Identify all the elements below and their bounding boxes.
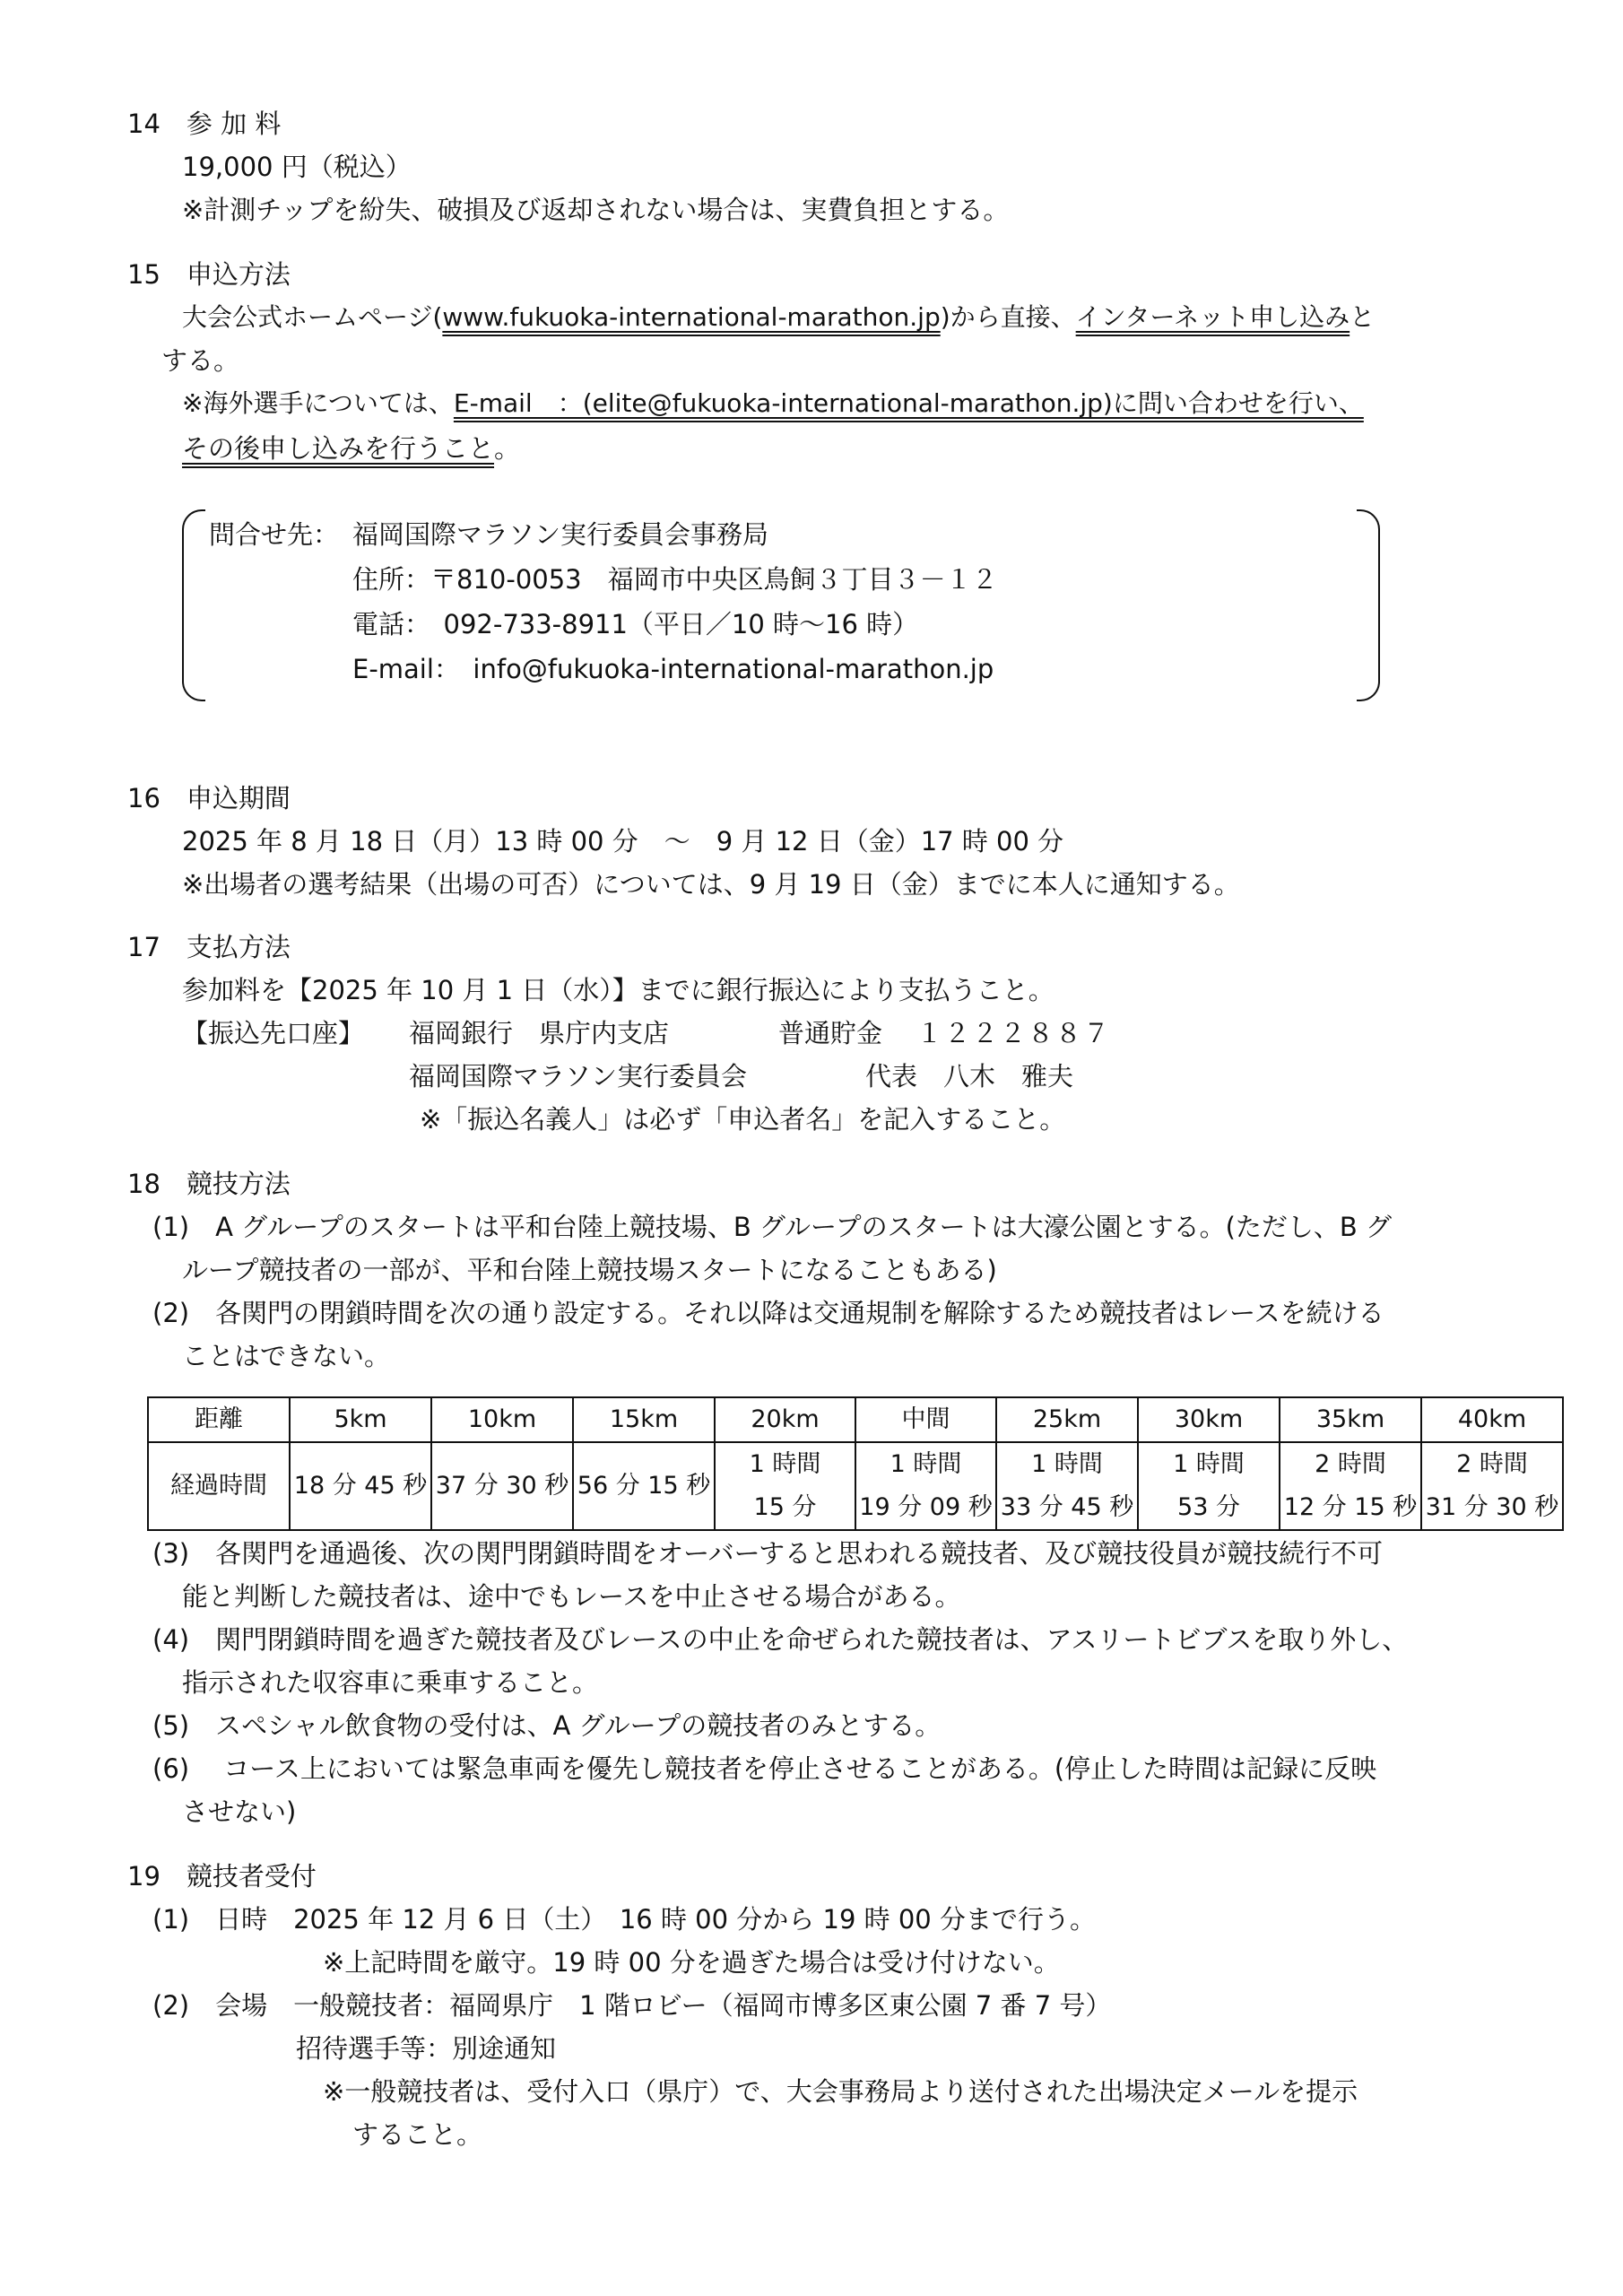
- s15-line1-post: と: [1350, 302, 1376, 332]
- row-header-distance: 距離: [148, 1397, 290, 1442]
- time-line: 56 分 15 秒: [577, 1472, 711, 1500]
- s17-account-type: 普通貯金: [778, 1018, 883, 1048]
- contact-email[interactable]: E-mail： info@fukuoka-international-marathon.jp: [352, 654, 994, 684]
- time-line: 1 時間: [1031, 1450, 1103, 1478]
- time-cell: [431, 1442, 573, 1530]
- s15-overseas-pre: ※海外選手については、: [182, 388, 454, 418]
- distance-cell: 5km: [290, 1397, 431, 1442]
- elite-email-link[interactable]: E-mail ：(elite@fukuoka-international-marathon.jp)に問い合わせを行い、: [453, 388, 1364, 418]
- s15-overseas-line1: [182, 388, 1364, 418]
- s15-line2: する。: [161, 345, 240, 376]
- online-entry-text: インターネット申し込み: [1075, 302, 1350, 332]
- s18-heading: 18 競技方法: [127, 1169, 291, 1199]
- s18-item-6b: させない): [182, 1796, 297, 1827]
- distance-cell: 中間: [855, 1397, 996, 1442]
- row-header-elapsed: 経過時間: [148, 1442, 290, 1530]
- distance-cell: 30km: [1138, 1397, 1280, 1442]
- official-website-link[interactable]: www.fukuoka-international-marathon.jp: [442, 302, 941, 332]
- s17-representative: 代表 八木 雅夫: [865, 1061, 1074, 1091]
- time-line: 37 分 30 秒: [435, 1472, 569, 1500]
- contact-org: 福岡国際マラソン実行委員会事務局: [352, 519, 769, 550]
- table-row-distance: [148, 1397, 1563, 1442]
- distance-cell: 20km: [715, 1397, 855, 1442]
- s18-item-2b: ことはできない。: [182, 1341, 391, 1371]
- s19-date-note: ※上記時間を厳守。19 時 00 分を過ぎた場合は受け付けない。: [323, 1947, 1060, 1978]
- right-bracket: [1357, 509, 1380, 701]
- time-line: 53 分: [1177, 1493, 1240, 1521]
- time-cell: [1138, 1442, 1280, 1530]
- contact-label: 問合せ先：: [209, 519, 340, 550]
- s17-note: ※「振込名義人」は必ず「申込者名」を記入すること。: [420, 1104, 1066, 1135]
- distance-cell: 10km: [431, 1397, 573, 1442]
- time-line: 1 時間: [749, 1450, 821, 1478]
- s17-heading: 17 支払方法: [127, 932, 291, 962]
- time-line: 31 分 30 秒: [1425, 1493, 1559, 1521]
- time-line: 1 時間: [1173, 1450, 1245, 1478]
- s19-date-line: (1) 日時 2025 年 12 月 6 日（土） 16 時 00 分から 19 時 00 分まで行う。: [152, 1904, 1096, 1935]
- s17-line1: 参加料を【2025 年 10 月 1 日（水）】までに銀行振込により支払うこと。: [182, 975, 1055, 1005]
- table-row-elapsed: [148, 1442, 1563, 1530]
- s17-bank: 福岡銀行 県庁内支店: [409, 1018, 670, 1048]
- s15-heading: 15 申込方法: [127, 259, 291, 290]
- s18-item-1a: (1) A グループのスタートは平和台陸上競技場、B グループのスタートは大濠公園とする。(ただし、B グ: [152, 1212, 1393, 1242]
- s16-note: ※出場者の選考結果（出場の可否）については、9 月 19 日（金）までに本人に通知する。: [182, 869, 1240, 900]
- time-line: 33 分 45 秒: [1000, 1493, 1134, 1521]
- s17-holder: 福岡国際マラソン実行委員会: [409, 1061, 748, 1091]
- contact-address: 住所：〒810-0053 福岡市中央区鳥飼３丁目３－１２: [352, 564, 998, 595]
- distance-cell: 25km: [996, 1397, 1138, 1442]
- contact-box: [182, 509, 1380, 700]
- s19-note2: すること。: [352, 2119, 483, 2150]
- s19-invited: 招待選手等：別途通知: [296, 2033, 557, 2064]
- s15-line1: [182, 302, 1376, 332]
- s19-venue-line: (2) 会場 一般競技者：福岡県庁 1 階ロビー（福岡市博多区東公園 7 番 7 号）: [152, 1990, 1112, 2021]
- s15-overseas-ul2: その後申し込みを行うこと: [182, 433, 495, 464]
- time-cell: [855, 1442, 996, 1530]
- s19-heading: 19 競技者受付: [127, 1861, 317, 1892]
- s18-item-5: (5) スペシャル飲食物の受付は、A グループの競技者のみとする。: [152, 1710, 942, 1741]
- time-cell: [1421, 1442, 1563, 1530]
- time-line: 1 時間: [890, 1450, 962, 1478]
- s16-period: 2025 年 8 月 18 日（月）13 時 00 分 ～ 9 月 12 日（金）17 時 00 分: [182, 826, 1064, 857]
- time-line: 19 分 09 秒: [859, 1493, 993, 1521]
- time-line: 2 時間: [1315, 1450, 1386, 1478]
- distance-cell: 40km: [1421, 1397, 1563, 1442]
- contact-phone: 電話： 092-733-8911（平日／10 時～16 時）: [352, 609, 919, 639]
- time-cell: [715, 1442, 855, 1530]
- s15-line1-pre: 大会公式ホームページ(: [182, 302, 443, 332]
- time-cell: [996, 1442, 1138, 1530]
- s16-heading: 16 申込期間: [127, 783, 291, 813]
- s19-note1: ※一般競技者は、受付入口（県庁）で、大会事務局より送付された出場決定メールを提示: [323, 2076, 1358, 2107]
- s18-item-1b: ループ競技者の一部が、平和台陸上競技場スタートになることもある): [182, 1255, 997, 1285]
- left-bracket: [182, 509, 205, 701]
- time-line: 2 時間: [1456, 1450, 1528, 1478]
- s14-fee: 19,000 円（税込）: [182, 152, 412, 182]
- distance-cell: 15km: [573, 1397, 715, 1442]
- s18-item-6a: (6) コース上においては緊急車両を優先し競技者を停止させることがある。(停止した時間は記録に反映: [152, 1753, 1377, 1784]
- s14-heading: 14 参 加 料: [127, 109, 282, 139]
- s15-overseas-end: 。: [494, 433, 521, 464]
- distance-cell: 35km: [1280, 1397, 1421, 1442]
- time-line: 18 分 45 秒: [293, 1472, 428, 1500]
- time-cell: [1280, 1442, 1421, 1530]
- time-line: 12 分 15 秒: [1283, 1493, 1418, 1521]
- s18-item-2a: (2) 各関門の閉鎖時間を次の通り設定する。それ以降は交通規制を解除するため競技者はレースを続ける: [152, 1298, 1384, 1328]
- s18-item-3b: 能と判断した競技者は、途中でもレースを中止させる場合がある。: [182, 1581, 961, 1612]
- cutoff-time-table: [147, 1396, 1564, 1531]
- s18-item-3a: (3) 各関門を通過後、次の関門閉鎖時間をオーバーすると思われる競技者、及び競技役員が競技続行不可: [152, 1538, 1384, 1569]
- s18-item-4b: 指示された収容車に乗車すること。: [182, 1667, 599, 1698]
- s15-line1-mid: )から直接、: [940, 302, 1076, 332]
- s17-account-no: １２２２８８７: [916, 1018, 1112, 1048]
- s17-account-label: 【振込先口座】: [182, 1018, 365, 1048]
- s18-item-4a: (4) 関門閉鎖時間を過ぎた競技者及びレースの中止を命ぜられた競技者は、アスリートビブスを取り外し、: [152, 1624, 1409, 1655]
- s15-overseas-line2: [182, 433, 521, 464]
- time-cell: [573, 1442, 715, 1530]
- time-line: 15 分: [753, 1493, 817, 1521]
- time-cell: [290, 1442, 431, 1530]
- s14-note: ※計測チップを紛失、破損及び返却されない場合は、実費負担とする。: [182, 195, 1010, 225]
